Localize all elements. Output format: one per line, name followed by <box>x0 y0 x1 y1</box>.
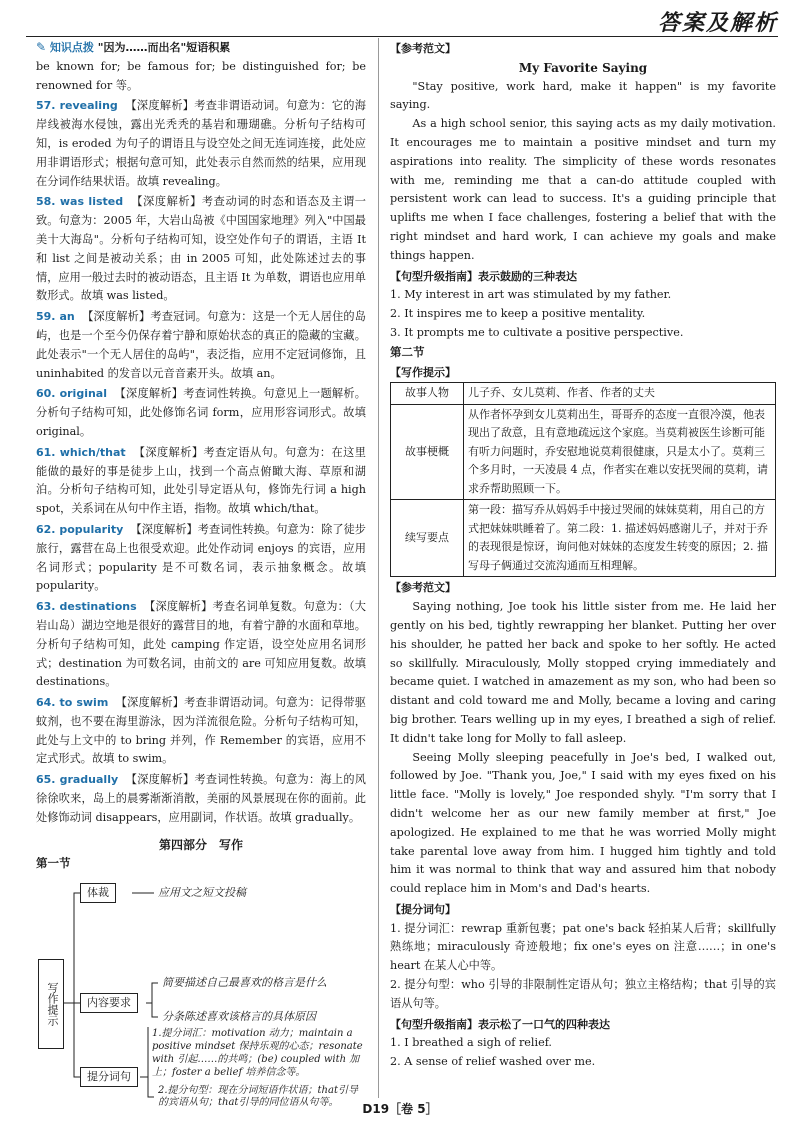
mindmap-node-genre: 体裁 <box>80 883 116 903</box>
upgrade-item: 1. My interest in art was stimulated by my father. <box>390 288 672 302</box>
answer-num: 61. which/that <box>36 445 126 459</box>
answer-body: 【深度解析】考查冠词。句意为：这是一个无人居住的岛屿，也是一个至今仍保存着宁静和原始状态的真正的隐藏的宝藏。此处表示"一个无人居住的岛屿"，表泛指，应用不定冠词修饰，且 uninhabited 的发音以元音音素开头。故填 an。 <box>36 310 366 380</box>
mindmap-note-content-b: 分条陈述喜欢该格言的具体原因 <box>162 1010 316 1024</box>
mindmap-node-content: 内容要求 <box>80 993 138 1013</box>
upgrade-item: 3. It prompts me to cultivate a positive perspective. <box>390 325 684 339</box>
answer-num: 65. gradually <box>36 773 119 787</box>
answer-num: 58. was listed <box>36 195 124 209</box>
mindmap-node-phrases: 提分词句 <box>80 1067 138 1087</box>
key-phrase-item: 1. 提分词汇：rewrap 重新包裹；pat one's back 轻拍某人后背；skillfully 熟练地；miraculously 奇迹般地；fix one's eyes on 注意……；in one's heart 在某人心中等。 <box>390 921 776 973</box>
answer-body: 【深度解析】考查定语从句。句意为：在这里能做的最好的事是徒步上山，找到一个高点俯瞰大海、草原和湖泊。分析句子结构可知，此处引导定语从句，修饰先行词 a high spot，关系词在从句中作主语，指物。故填 which/that。 <box>36 445 366 516</box>
answer-list <box>36 97 366 827</box>
answer-num: 62. popularity <box>36 522 124 536</box>
left-column <box>36 38 366 1107</box>
table-row <box>391 500 776 577</box>
table-label: 故事梗概 <box>391 404 464 500</box>
page-header-title: 答案及解析 <box>657 10 778 36</box>
header-divider <box>26 36 778 37</box>
story-paragraph: Seeing Molly sleeping peacefully in Joe's bed, I walked out, followed by Joe. "Thank you, Joe," I said with my eyes fixed on his little face. "Molly is lovely," Joe responded shyly. "I'm sorry that I didn't welcome her as our new family member at first," Joe apologized. He explained to me that he was worried Molly might take parental love away from him. I hugged him tightly and told him it was normal to think that way and assured him that nobody could replace him in Mom's and Dad's hearts. <box>390 750 776 896</box>
table-label: 故事人物 <box>391 383 464 405</box>
key-phrase-item: 2. 提分句型：who 引导的非限制性定语从句；独立主格结构；that 引导的宾语从句等。 <box>390 978 776 1010</box>
answer-body: 【深度解析】考查名词单复数。句意为：（大岩山岛）湖边空地是很好的露营目的地，有着宁静的水面和草地。分析句子结构可知，此处 camping 作定语，设空处应用名词形式；destination 为可数名词，由前文的 are 可知应用复数。故填 destinations。 <box>36 600 366 689</box>
table-cell: 从作者怀孕到女儿莫莉出生，哥哥乔的态度一直很冷漠，他表现出了敌意，且有意地疏远这个家庭。当莫莉被医生诊断可能有听力问题时，乔安慰地说莫莉很健康，只是太小了。莫莉三个多月时，一天凌晨 4 点，作者实在难以安抚哭闹的莫莉，请求乔帮助照顾一下。 <box>464 404 776 500</box>
mindmap-note-vocab: 1.提分词汇：motivation 动力；maintain a positive mindset 保持乐观的心态；resonate with 引起……的共鸣；(be) coupled with 加上；foster a belief 培养信念等。 <box>152 1028 363 1079</box>
reference-essay-heading: 【参考范文】 <box>390 42 456 55</box>
writing-mindmap <box>36 877 366 1107</box>
table-cell: 第一段：描写乔从妈妈手中接过哭闹的妹妹莫莉，用自己的方式把妹妹哄睡着了。第二段：1. 描述妈妈感谢儿子，并对于乔的表现很是惊讶，询问他对妹妹的态度发生转变的原因；2. 描写母子俩通过交流沟通而互相理解。 <box>464 500 776 577</box>
mindmap-note-sentences: 2.提分句型：现在分词短语作状语；that引导的宾语从句；that引导的同位语从句等。 <box>158 1085 358 1109</box>
answer-item <box>36 521 366 596</box>
answer-body: 【深度解析】考查词性转换。句意为：海上的风徐徐吹来，岛上的晨雾渐渐消散，美丽的风景展现在你的面前。此处修饰动词 disappears，应用副词，作状语。故填 gradually。 <box>36 773 366 824</box>
section-one-label: 第一节 <box>36 856 71 871</box>
reference-story-heading: 【参考范文】 <box>390 581 456 595</box>
answer-item <box>36 308 366 383</box>
table-row <box>391 383 776 405</box>
knowledge-body: be known for; be famous for; be distinguished for; be renowned for 等。 <box>36 59 366 92</box>
answer-item <box>36 694 366 769</box>
answer-body: 【深度解析】考查非谓语动词。句意为：它的海岸线被海水侵蚀，露出光秃秃的基岩和珊瑚礁。分析句子结构可知，is eroded 为句子的谓语且与设空处之间无连词连接，此处应用非谓语形式；根据句意可知，此处表示自然而然的结果，应用现在分词作结果状语。故填 revealing。 <box>36 99 366 188</box>
answer-num: 64. to swim <box>36 696 109 710</box>
answer-num: 59. an <box>36 310 75 324</box>
upgrade-guide-heading: 【句型升级指南】表示鼓励的三种表达 <box>390 269 577 283</box>
key-phrases-heading: 【提分词句】 <box>390 902 456 916</box>
section-two-label: 第二节 <box>390 344 425 359</box>
answer-num: 60. original <box>36 387 107 401</box>
essay-paragraph: "Stay positive, work hard, make it happen" is my favorite saying. <box>390 79 776 112</box>
answer-item <box>36 598 366 692</box>
answer-body: 【深度解析】考查非谓语动词。句意为：记得带驱蚊剂，也不要在海里游泳，因为洋流很危险。分析句子结构可知，此处与上文中的 to bring 并列，作 Remember 的宾语，应用不定式形式。故填 to swim。 <box>36 696 366 766</box>
table-row <box>391 404 776 500</box>
story-paragraph: Saying nothing, Joe took his little sister from me. He laid her gently on his bed, tightly rewrapping her blanket. Putting her over his shoulder, he patted her back and spoke to her softly. He acted so skillfully. Miraculously, Molly stopped crying immediately and became quiet. I watched in amazement as my son, who had been so distant and cold toward me and Molly, became a loving and caring big brother. Tears welling up in my eyes, I breathed a sigh of relief. It didn't take long for Molly to fall asleep. <box>390 600 776 745</box>
relief-item: 1. I breathed a sigh of relief. <box>390 1036 552 1050</box>
mindmap-note-genre: 应用文之短文投稿 <box>158 886 246 900</box>
answer-item <box>36 97 366 191</box>
mindmap-note-content-a: 简要描述自己最喜欢的格言是什么 <box>162 976 327 990</box>
essay-title: My Favorite Saying <box>518 60 648 75</box>
table-cell: 儿子乔、女儿莫莉、作者、作者的丈夫 <box>464 383 776 405</box>
table-label: 续写要点 <box>391 500 464 577</box>
relief-item: 2. A sense of relief washed over me. <box>390 1055 596 1069</box>
answer-body: 【深度解析】考查词性转换。句意见上一题解析。分析句子结构可知，此处修饰名词 form，应用形容词形式。故填 original。 <box>36 387 366 438</box>
answer-body: 【深度解析】考查词性转换。句意为：除了徒步旅行，露营在岛上也很受欢迎。此处作动词 enjoys 的宾语，应用名词形式；popularity 是不可数名词，表示抽象概念。故填 popularity。 <box>36 522 366 593</box>
answer-num: 63. destinations <box>36 600 137 614</box>
story-plan-table <box>390 382 776 577</box>
right-column <box>390 38 776 1072</box>
essay-paragraph: As a high school senior, this saying acts as my daily motivation. It encourages me to maintain a positive mindset and turn my aspirations into reality. The simplicity of these words resonates with me, reminding me that a can-do attitude coupled with persistent work can lead to success. It's a guiding principle that uplifts me when I face challenges, fostering a belief that with the right mindset and hard work, I can achieve my goals and make things happen. <box>390 117 776 262</box>
pencil-icon: ✎ <box>36 40 47 54</box>
answer-item <box>36 771 366 827</box>
writing-tips-heading: 【写作提示】 <box>390 365 456 379</box>
mindmap-root: 写作提示 <box>38 959 64 1049</box>
knowledge-tip-heading <box>36 38 366 58</box>
answer-body: 【深度解析】考查动词的时态和语态及主谓一致。句意为：2005 年，大岩山岛被《中国国家地理》列入"中国最美十大海岛"。分析句子结构可知，设空处作句子的谓语，主语 It 和 list 之间是被动关系；由 in 2005 可知，此处陈述过去的事情，应用一般过去时的被动语态，且主语 It 为单数，谓语也应用单数形式。故填 was listed。 <box>36 195 366 303</box>
answer-item <box>36 193 366 306</box>
part-title: 第四部分 写作 <box>158 837 243 852</box>
knowledge-tag: 知识点拨 <box>49 41 94 54</box>
upgrade-item: 2. It inspires me to keep a positive mentality. <box>390 307 646 321</box>
answer-item <box>36 385 366 441</box>
answer-item <box>36 444 366 519</box>
answer-num: 57. revealing <box>36 99 118 113</box>
relief-guide-heading: 【句型升级指南】表示松了一口气的四种表达 <box>390 1017 610 1031</box>
column-divider <box>378 38 379 1098</box>
knowledge-title: "因为……而出名"短语积累 <box>97 41 231 54</box>
page-number: D19［卷 5］ <box>362 1102 438 1116</box>
